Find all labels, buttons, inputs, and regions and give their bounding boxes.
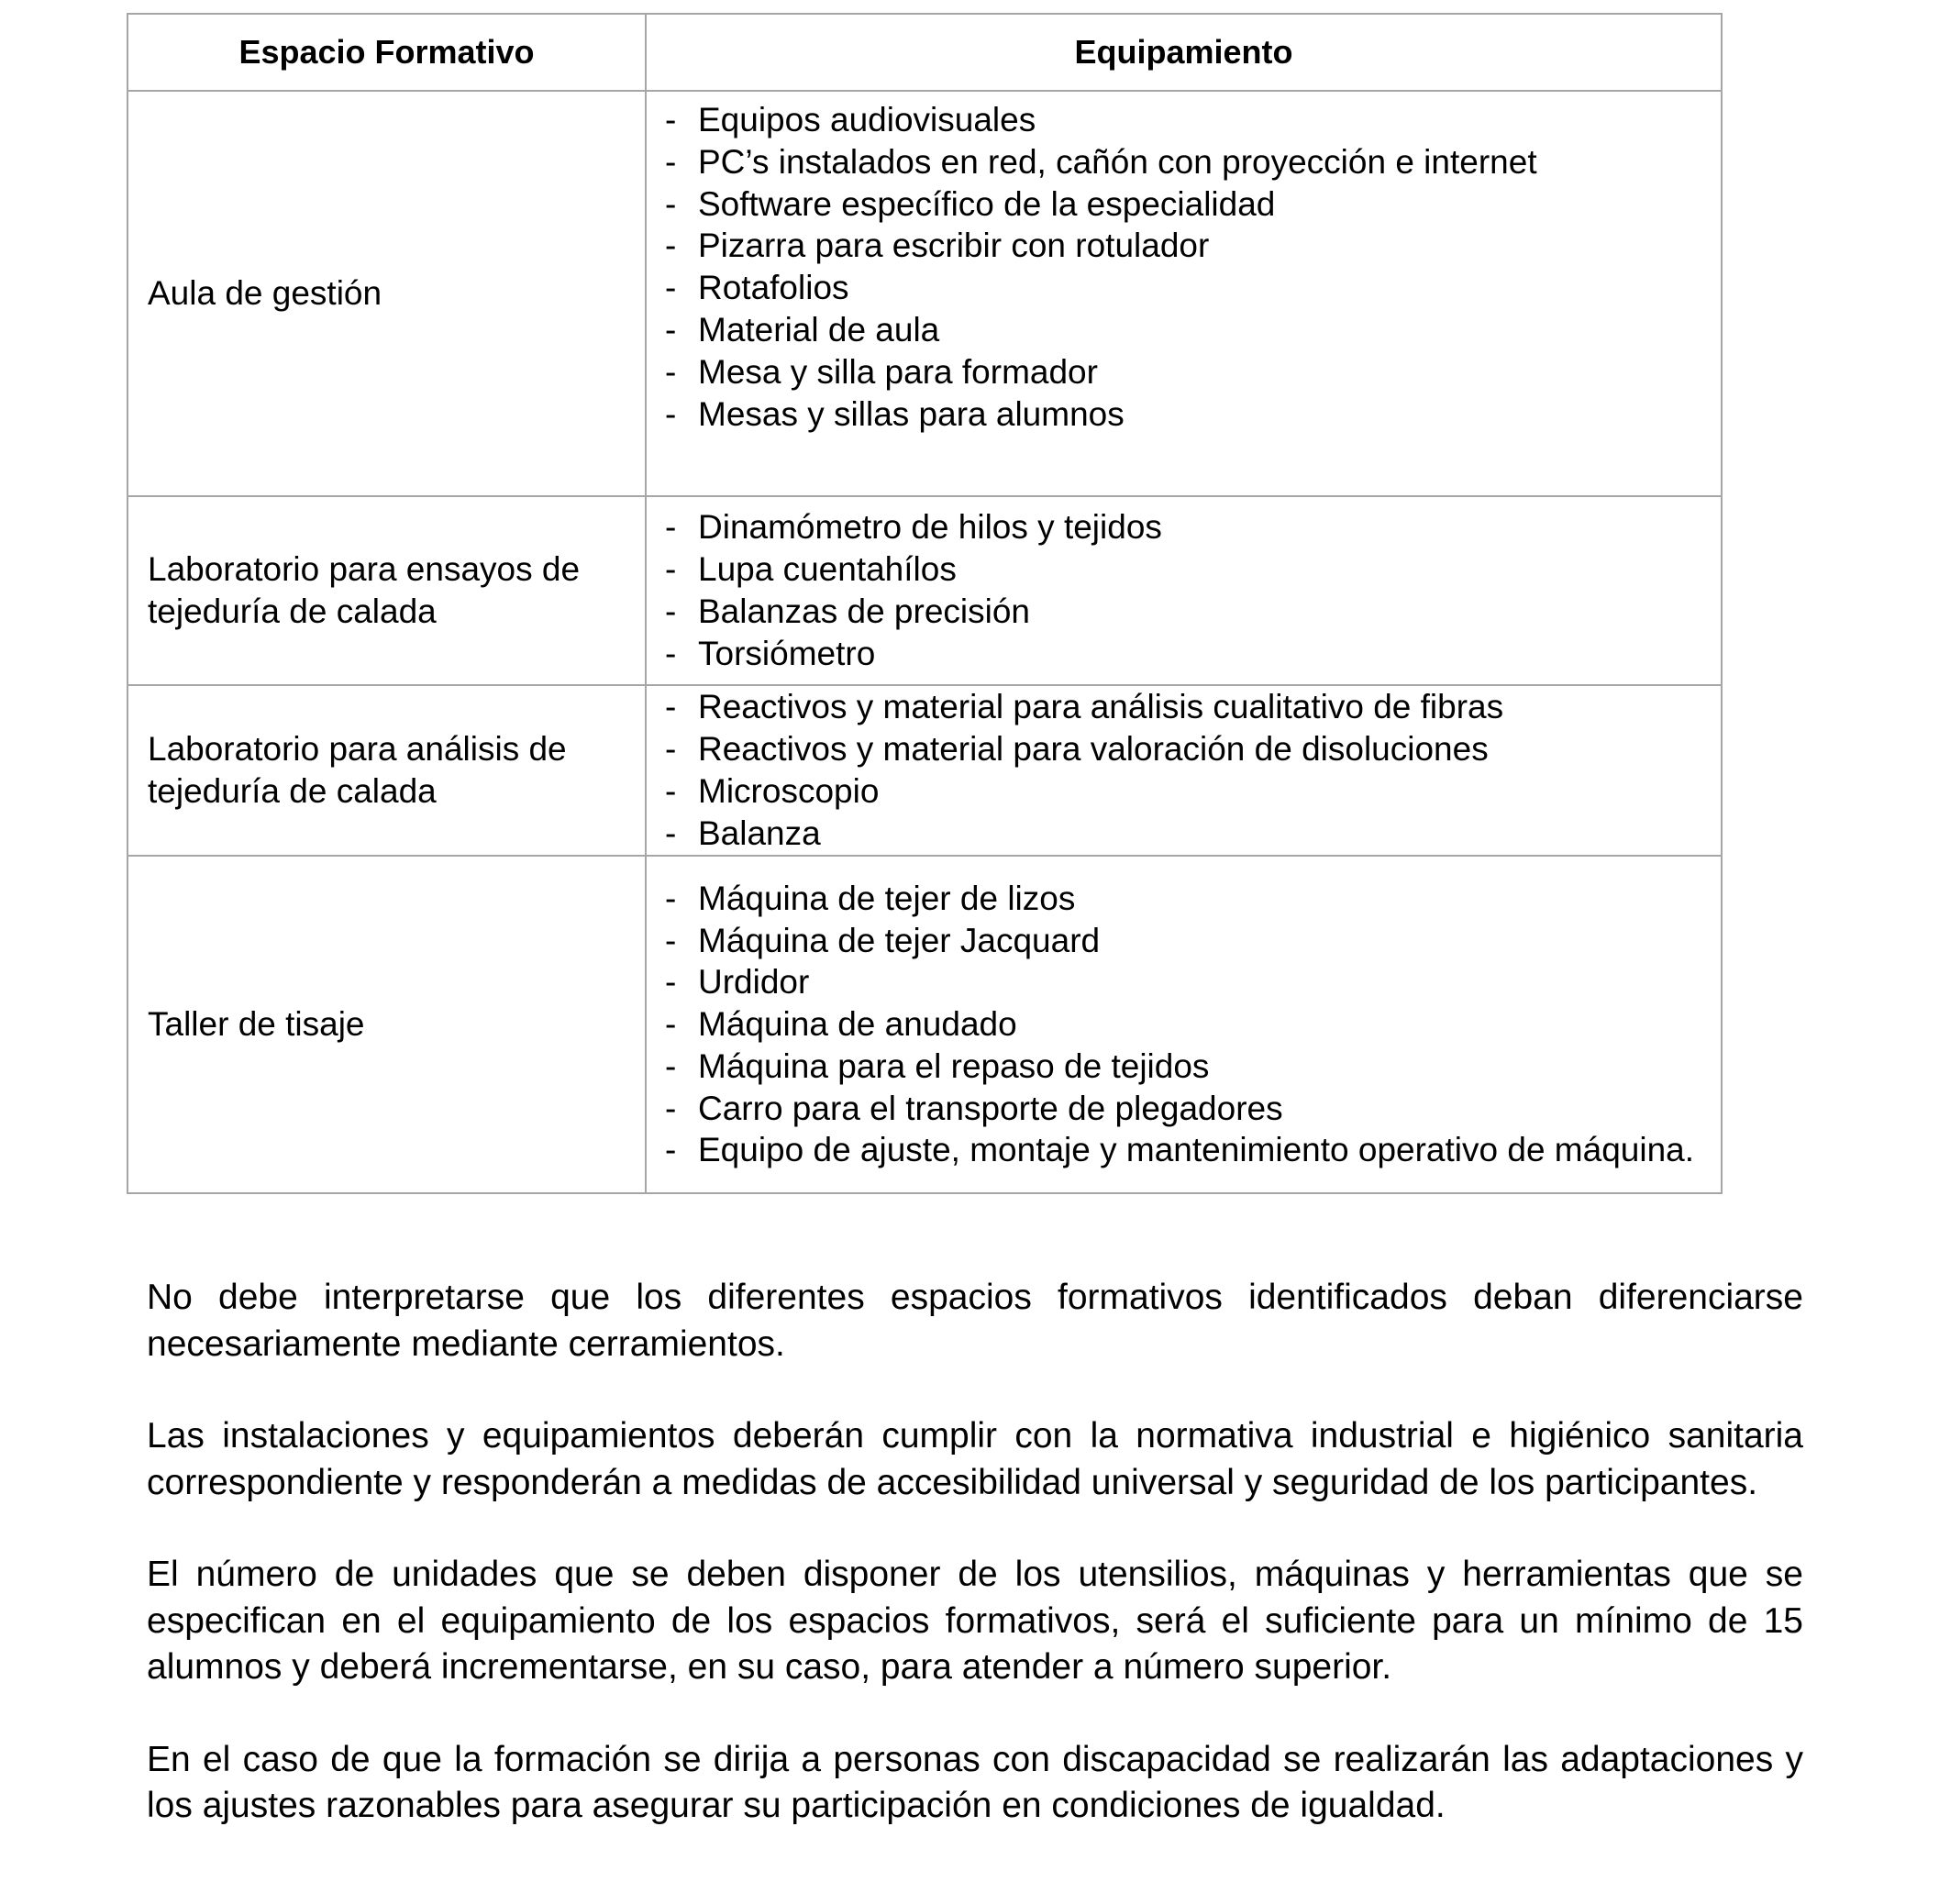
list-dash: - [665,1005,677,1044]
list-item [665,548,1702,591]
list-dash: - [665,227,677,265]
table-row [127,856,1722,1193]
list-item [665,920,1702,962]
item-text: Equipos audiovisuales [698,101,1036,138]
item-text: Máquina de tejer de lizos [698,879,1076,917]
list-item [665,813,1702,855]
list-dash: - [665,508,677,547]
list-dash: - [665,310,677,349]
table-row [127,685,1722,856]
header-space: Espacio Formativo [127,14,646,91]
table-header-row [127,14,1722,91]
list-item [665,225,1702,267]
list-dash: - [665,1131,677,1169]
list-item [665,878,1702,920]
space-cell: Laboratorio para ensayos de tejeduría de calada [127,496,646,685]
item-text: Urdidor [698,963,810,1002]
list-item [665,183,1702,226]
item-text: Torsiómetro [698,634,876,672]
equipment-cell [646,91,1722,496]
item-text: PC’s instalados en red, cañón con proyección e internet [698,142,1537,181]
equipment-list [665,878,1702,1172]
list-item [665,267,1702,309]
item-text: Balanza [698,814,821,852]
equipment-list [665,686,1702,854]
table-row [127,496,1722,685]
item-text: Reactivos y material para análisis cualitativo de fibras [698,688,1504,726]
list-item [665,506,1702,548]
body-text [147,1275,1803,1876]
list-dash: - [665,814,677,852]
item-text: Reactivos y material para valoración de disoluciones [698,730,1489,769]
list-dash: - [665,921,677,959]
equipment-list [665,506,1702,674]
item-text: Carro para el transporte de plegadores [698,1089,1283,1127]
list-item [665,633,1702,675]
item-text: Máquina de tejer Jacquard [698,921,1101,959]
list-dash: - [665,1089,677,1127]
list-dash: - [665,352,677,391]
item-text: Balanzas de precisión [698,592,1030,630]
item-text: Microscopio [698,772,880,810]
item-text: Pizarra para escribir con rotulador [698,227,1210,265]
list-dash: - [665,184,677,223]
item-text: Dinamómetro de hilos y tejidos [698,508,1162,547]
list-item [665,728,1702,770]
list-dash: - [665,269,677,307]
list-item [665,141,1702,183]
list-item [665,770,1702,813]
item-text: Rotafolios [698,269,849,307]
table-row [127,91,1722,496]
header-equipment: Equipamiento [646,14,1722,91]
equipment-table [127,13,1723,1194]
paragraph: En el caso de que la formación se dirija a personas con discapacidad se realizarán las adaptaciones y los ajustes razonables para asegurar su participación en condiciones de igualdad. [147,1739,1803,1825]
item-text: Máquina para el repaso de tejidos [698,1046,1210,1085]
list-dash: - [665,879,677,917]
list-dash: - [665,592,677,630]
list-dash: - [665,730,677,769]
item-text: Mesas y sillas para alumnos [698,394,1125,433]
paragraph: Las instalaciones y equipamientos deberán cumplir con la normativa industrial e higiénico sanitaria correspondiente y responderán a medidas de accesibilidad universal y seguridad de los participantes. [147,1416,1803,1502]
list-item [665,351,1702,393]
space-cell: Laboratorio para análisis de tejeduría de calada [127,685,646,856]
list-item [665,1129,1702,1171]
item-text: Material de aula [698,310,940,349]
item-text: Lupa cuentahílos [698,550,957,589]
list-dash: - [665,394,677,433]
paragraph: No debe interpretarse que los diferentes espacios formativos identificados deban diferenciarse necesariamente mediante cerramientos. [147,1278,1803,1364]
list-dash: - [665,634,677,672]
list-item [665,393,1702,436]
list-dash: - [665,1046,677,1085]
list-item [665,961,1702,1003]
item-text: Equipo de ajuste, montaje y mantenimiento operativo de máquina. [698,1131,1695,1169]
list-item [665,1088,1702,1130]
list-item [665,1046,1702,1088]
item-text: Software específico de la especialidad [698,184,1276,223]
list-dash: - [665,772,677,810]
paragraph: El número de unidades que se deben disponer de los utensilios, máquinas y herramientas que se especifican en el equipamiento de los espacios formativos, será el suficiente para un mínimo de 15 alumnos y deberá incrementarse, en su caso, para atender a número superior. [147,1555,1803,1687]
item-text: Mesa y silla para formador [698,352,1098,391]
item-text: Máquina de anudado [698,1005,1017,1044]
list-item [665,309,1702,351]
list-item [665,591,1702,633]
list-item [665,1003,1702,1046]
list-dash: - [665,142,677,181]
list-dash: - [665,963,677,1002]
list-dash: - [665,550,677,589]
list-item [665,99,1702,141]
equipment-cell [646,496,1722,685]
equipment-list [665,99,1702,435]
space-cell: Taller de tisaje [127,856,646,1193]
equipment-cell [646,856,1722,1193]
equipment-cell [646,685,1722,856]
list-dash: - [665,101,677,138]
list-item [665,686,1702,728]
space-cell: Aula de gestión [127,91,646,496]
list-dash: - [665,688,677,726]
